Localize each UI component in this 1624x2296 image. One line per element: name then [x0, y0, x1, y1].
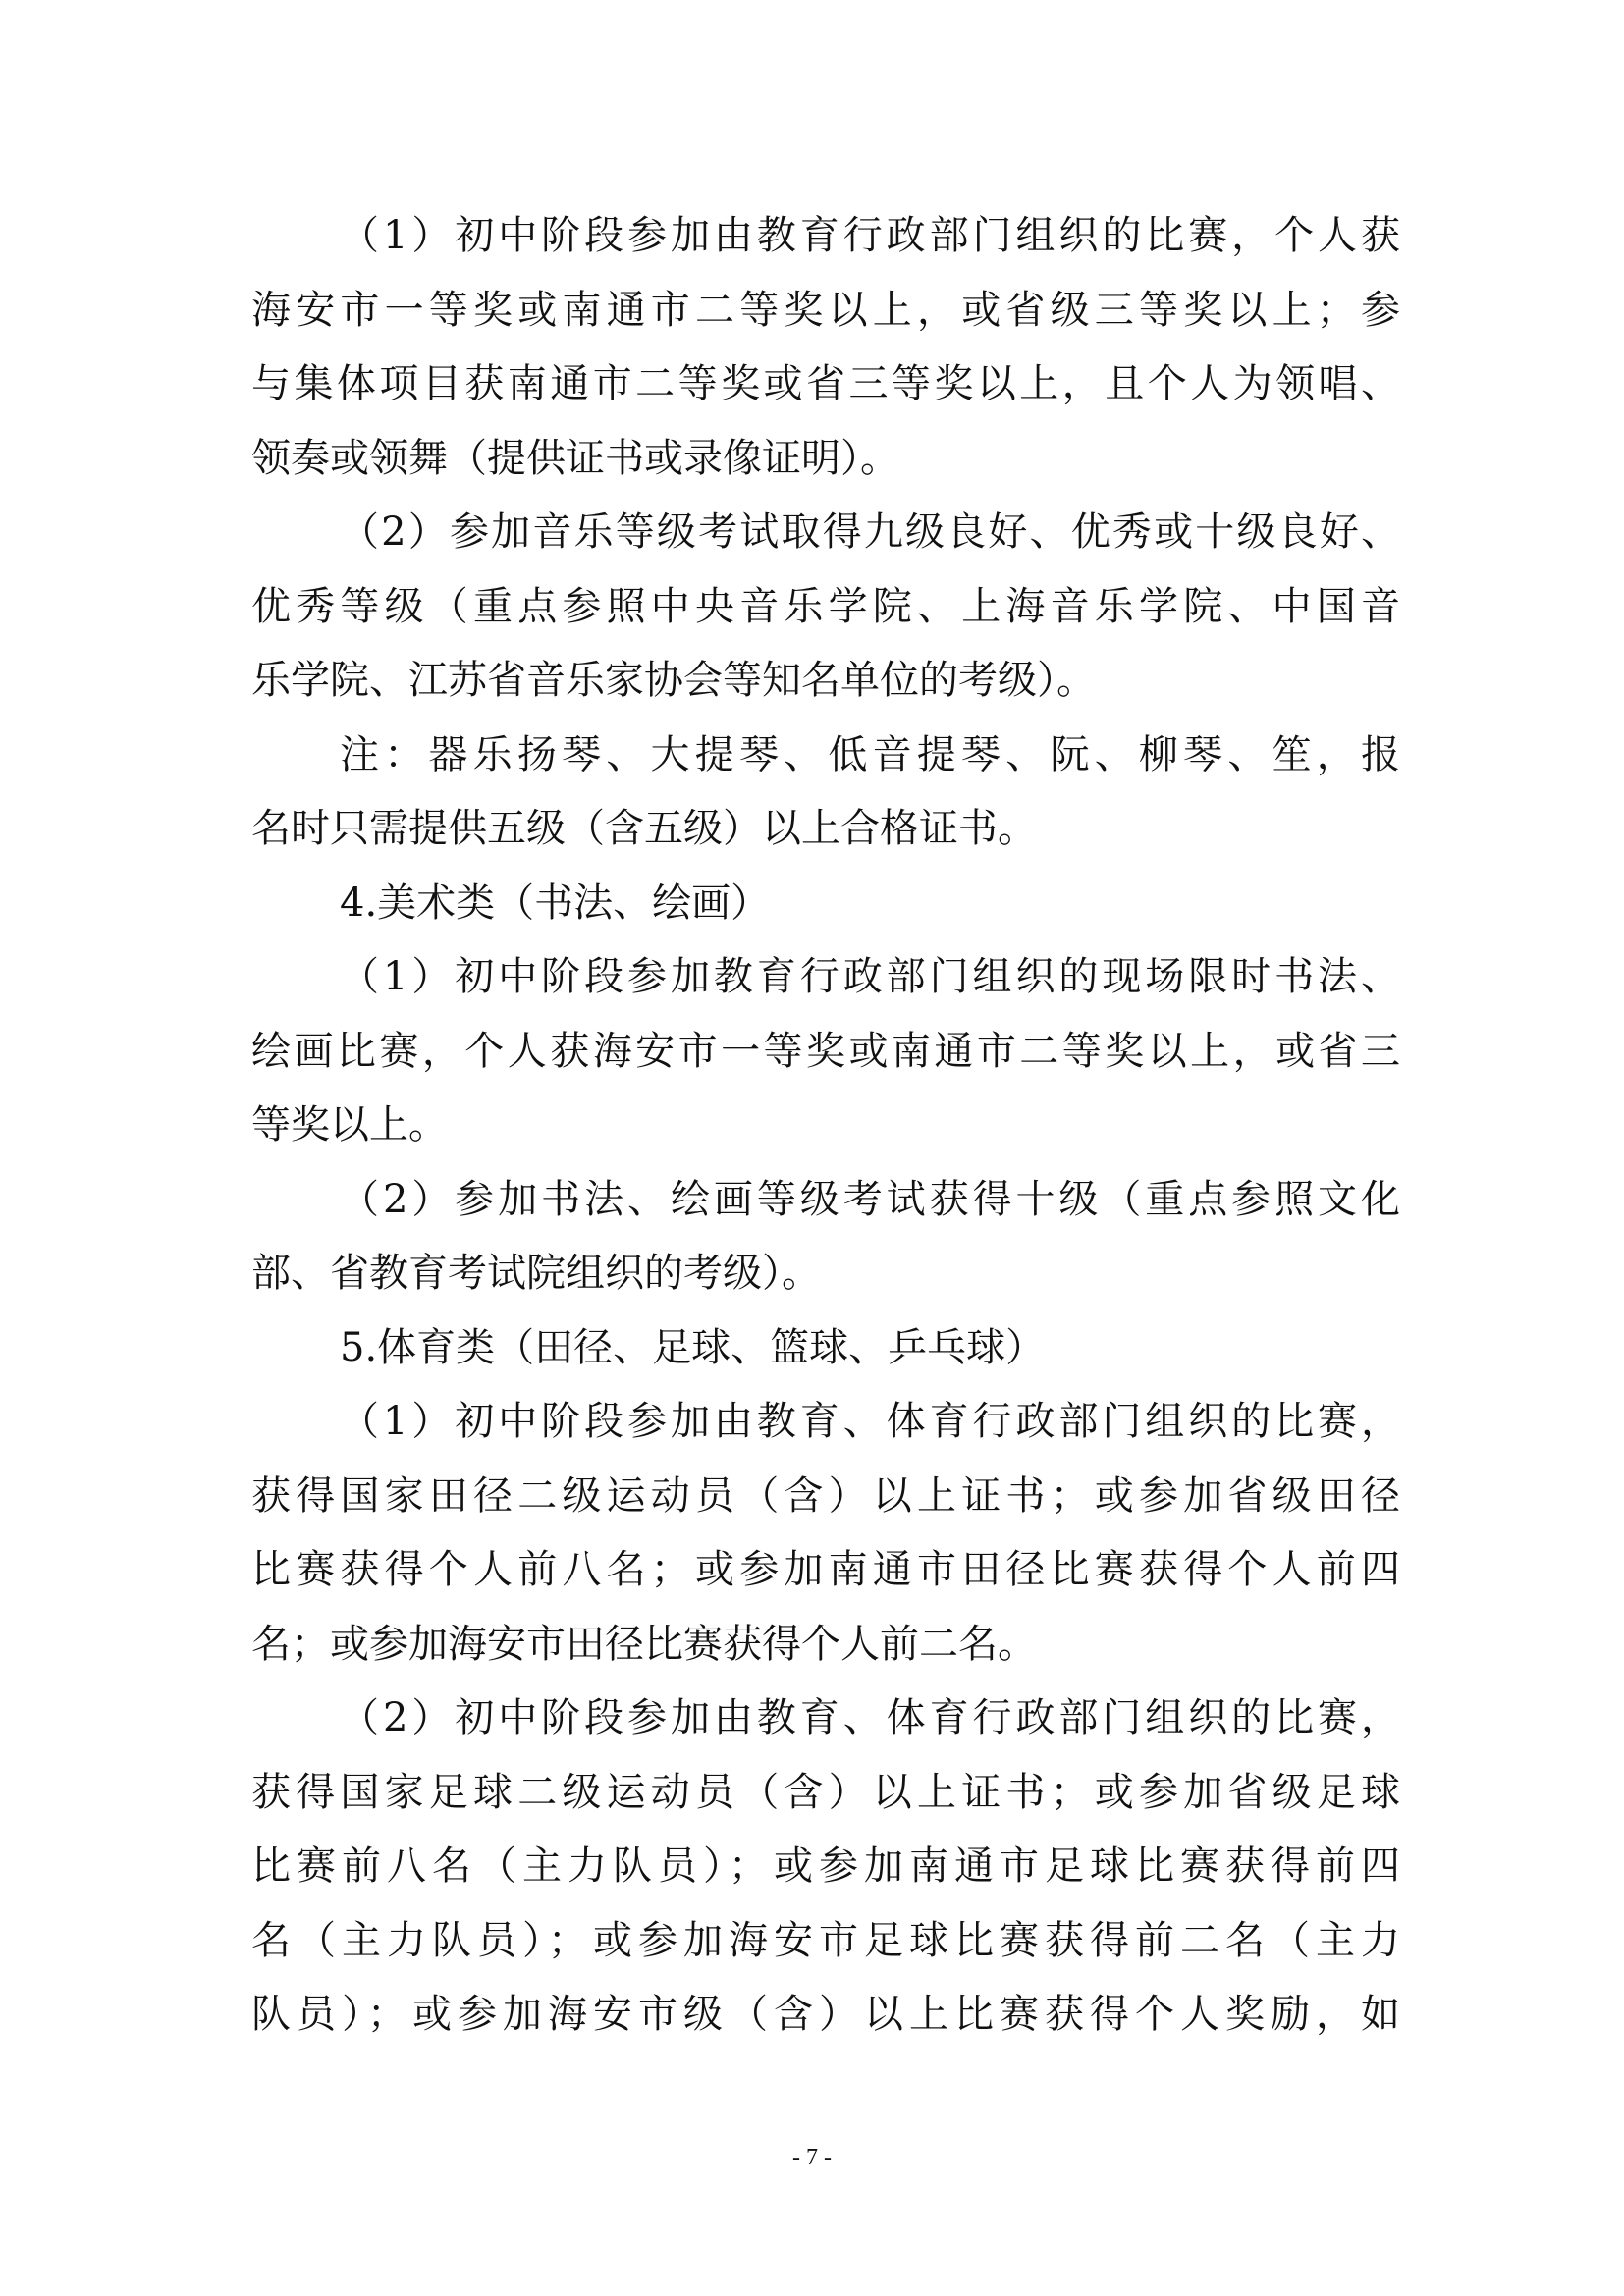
- paragraph: [251, 872, 1400, 946]
- page-number: - 7 -: [792, 2145, 832, 2170]
- text-line: 获得国家田径二级运动员（含）以上证书；或参加省级田径: [251, 1472, 1400, 1519]
- text-line: 名（主力队员）；或参加海安市足球比赛获得前二名（主力: [251, 1917, 1400, 1963]
- text-line: 部、省教育考试院组织的考级）。: [251, 1251, 821, 1296]
- text-line: 海安市一等奖或南通市二等奖以上，或省级三等奖以上；参: [251, 287, 1400, 333]
- text-line: （2）初中阶段参加由教育、体育行政部门组织的比赛，: [340, 1695, 1400, 1740]
- text-line: 名；或参加海安市田径比赛获得个人前二名。: [251, 1621, 1037, 1667]
- text-line: （1）初中阶段参加教育行政部门组织的现场限时书法、: [340, 954, 1400, 999]
- paragraph: [251, 1168, 1400, 1316]
- text-line: 优秀等级（重点参照中央音乐学院、上海音乐学院、中国音: [251, 583, 1400, 629]
- paragraph: [251, 501, 1400, 723]
- text-line: 队员）；或参加海安市级（含）以上比赛获得个人奖励，如: [251, 1992, 1400, 2037]
- paragraph: [251, 945, 1400, 1168]
- text-line: 获得国家足球二级运动员（含）以上证书；或参加省级足球: [251, 1769, 1400, 1815]
- document-body: [251, 204, 1400, 2057]
- text-line: 4.美术类（书法、绘画）: [340, 880, 771, 926]
- text-line: 与集体项目获南通市二等奖或省三等奖以上，且个人为领唱、: [251, 361, 1400, 406]
- text-line: 名时只需提供五级（含五级）以上合格证书。: [251, 806, 1037, 851]
- paragraph: [251, 1686, 1400, 2057]
- text-line: （2）参加书法、绘画等级考试获得十级（重点参照文化: [340, 1176, 1400, 1222]
- text-line: 注：器乐扬琴、大提琴、低音提琴、阮、柳琴、笙，报: [340, 731, 1400, 777]
- paragraph: [251, 204, 1400, 501]
- text-line: 5.体育类（田径、足球、篮球、乒乓球）: [340, 1324, 1046, 1370]
- paragraph: [251, 723, 1400, 872]
- text-line: （1）初中阶段参加由教育、体育行政部门组织的比赛，: [340, 1399, 1400, 1444]
- paragraph: [251, 1390, 1400, 1686]
- text-line: 乐学院、江苏省音乐家协会等知名单位的考级）。: [251, 658, 1096, 703]
- text-line: （1）初中阶段参加由教育行政部门组织的比赛，个人获: [340, 213, 1400, 258]
- text-line: 绘画比赛，个人获海安市一等奖或南通市二等奖以上，或省三: [251, 1028, 1400, 1074]
- text-line: 比赛前八名（主力队员）；或参加南通市足球比赛获得前四: [251, 1843, 1400, 1889]
- text-line: （2）参加音乐等级考试取得九级良好、优秀或十级良好、: [340, 509, 1400, 555]
- text-line: 比赛获得个人前八名；或参加南通市田径比赛获得个人前四: [251, 1547, 1400, 1592]
- text-line: 等奖以上。: [251, 1102, 448, 1148]
- text-line: 领奏或领舞（提供证书或录像证明）。: [251, 435, 899, 481]
- paragraph: [251, 1316, 1400, 1391]
